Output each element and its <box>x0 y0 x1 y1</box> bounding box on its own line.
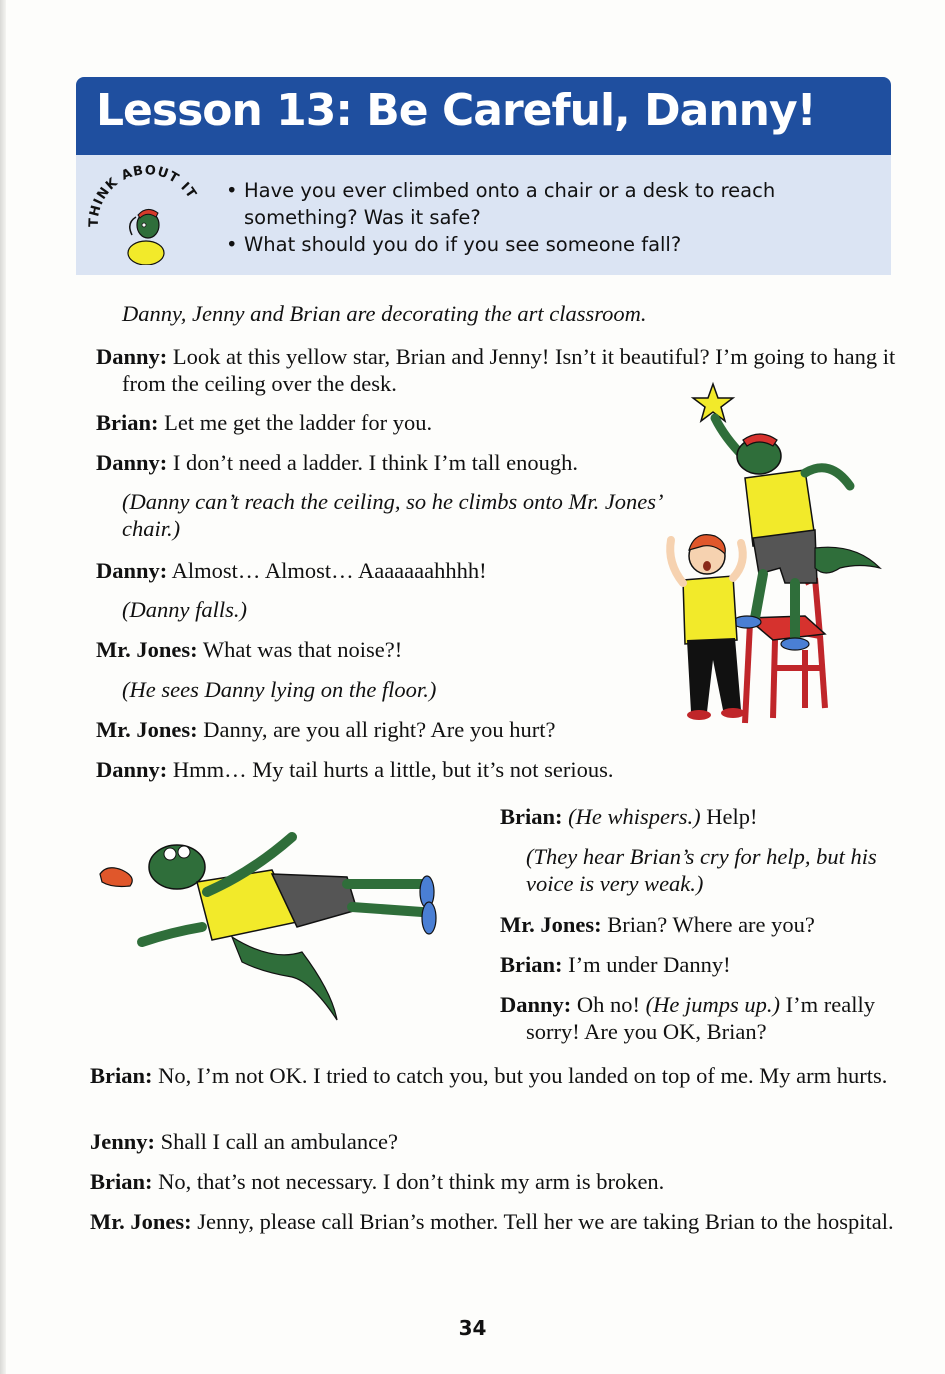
stage-direction-inline: (He whispers.) <box>568 804 701 829</box>
dialogue-text: No, that’s not necessary. I don’t think my arm is broken. <box>158 1169 665 1194</box>
think-about-it-badge-text: THINK ABOUT IT <box>86 165 200 228</box>
dialogue-line <box>90 1208 916 1235</box>
danny-on-chair-illustration <box>655 378 890 728</box>
dialogue-line <box>500 803 757 830</box>
stage-direction-text: (Danny can’t reach the ceiling, so he climbs onto Mr. Jones’ chair.) <box>122 489 662 541</box>
page-number: 34 <box>458 1316 487 1340</box>
speaker-name: Mr. Jones: <box>96 637 198 662</box>
dialogue-line <box>96 756 614 783</box>
speaker-name: Danny: <box>500 992 572 1017</box>
dialogue-text: Help! <box>706 804 758 829</box>
dialogue-text: Danny, are you all right? Are you hurt? <box>203 717 556 742</box>
danny-dino-figure <box>715 418 880 650</box>
dialogue-text: Hmm… My tail hurts a little, but it’s not serious. <box>172 757 614 782</box>
dialogue-line <box>500 951 731 978</box>
dialogue-line <box>90 1168 664 1195</box>
speaker-name: Brian: <box>90 1063 153 1088</box>
think-question-text: Have you ever climbed onto a chair or a desk to reach something? Was it safe? <box>244 179 776 229</box>
stage-direction: (Danny falls.) <box>122 597 247 622</box>
speaker-name: Danny: <box>96 757 168 782</box>
think-question-item <box>226 177 886 231</box>
think-about-it-badge <box>84 165 204 265</box>
stage-direction <box>500 843 880 897</box>
dialogue-line <box>90 1128 398 1155</box>
think-question-item <box>226 231 886 258</box>
lesson-title-bar <box>76 77 891 155</box>
speaker-name: Mr. Jones: <box>96 717 198 742</box>
danny-lying-figure <box>100 837 436 1020</box>
bullet-icon: • <box>226 179 238 202</box>
speaker-name: Danny: <box>96 450 168 475</box>
dialogue-text: Brian? Where are you? <box>607 912 815 937</box>
dialogue-text: Let me get the ladder for you. <box>164 410 433 435</box>
dialogue-line <box>500 991 886 1045</box>
speaker-name: Brian: <box>96 410 159 435</box>
think-about-it-box <box>76 155 891 275</box>
speaker-name: Brian: <box>500 952 563 977</box>
stage-direction <box>96 488 682 542</box>
dialogue-text: Shall I call an ambulance? <box>160 1129 399 1154</box>
think-question-text: What should you do if you see someone fall? <box>244 233 682 256</box>
scene-intro: Danny, Jenny and Brian are decorating the art classroom. <box>122 301 647 326</box>
thinking-dino-icon <box>128 209 164 265</box>
stage-direction-inline: (He jumps up.) <box>645 992 781 1017</box>
speaker-name: Mr. Jones: <box>500 912 602 937</box>
dialogue-text: I’m really sorry! Are you OK, Brian? <box>526 992 875 1044</box>
danny-fallen-illustration <box>92 822 447 1022</box>
dialogue-line <box>500 911 815 938</box>
dialogue-text: Look at this yellow star, Brian and Jenny! Isn’t it beautiful? I’m going to hang it from the ceiling over the desk. <box>122 344 896 396</box>
stage-direction: (He sees Danny lying on the floor.) <box>122 677 437 702</box>
speaker-name: Danny: <box>96 344 168 369</box>
dialogue-text: I’m under Danny! <box>568 952 731 977</box>
dialogue-line <box>96 636 402 663</box>
lesson-title: Lesson 13: Be Careful, Danny! <box>96 85 816 136</box>
speaker-name: Mr. Jones: <box>90 1209 192 1234</box>
speaker-name: Jenny: <box>90 1129 156 1154</box>
red-cap-icon <box>100 868 132 887</box>
dialogue-text: Almost… Almost… Aaaaaaahhhh! <box>171 558 487 583</box>
dialogue-text: What was that noise?! <box>202 637 403 662</box>
dialogue-text: I don’t need a ladder. I think I’m tall enough. <box>172 450 579 475</box>
dialogue-line <box>96 557 487 584</box>
brian-boy-figure <box>670 535 745 720</box>
think-about-it-questions <box>226 177 886 258</box>
dialogue-line <box>96 449 578 476</box>
dialogue-line <box>90 1062 906 1089</box>
stage-direction-text: (They hear Brian’s cry for help, but his voice is very weak.) <box>526 844 877 896</box>
dialogue-line <box>96 716 555 743</box>
page-binding-edge <box>0 0 6 1374</box>
speaker-name: Brian: <box>500 804 563 829</box>
speaker-name: Brian: <box>90 1169 153 1194</box>
dialogue-text: Oh no! <box>576 992 641 1017</box>
dialogue-text: Jenny, please call Brian’s mother. Tell her we are taking Brian to the hospital. <box>197 1209 894 1234</box>
bullet-icon: • <box>226 233 238 256</box>
dialogue-text: No, I’m not OK. I tried to catch you, but you landed on top of me. My arm hurts. <box>158 1063 888 1088</box>
speaker-name: Danny: <box>96 558 168 583</box>
dialogue-line <box>96 409 432 436</box>
